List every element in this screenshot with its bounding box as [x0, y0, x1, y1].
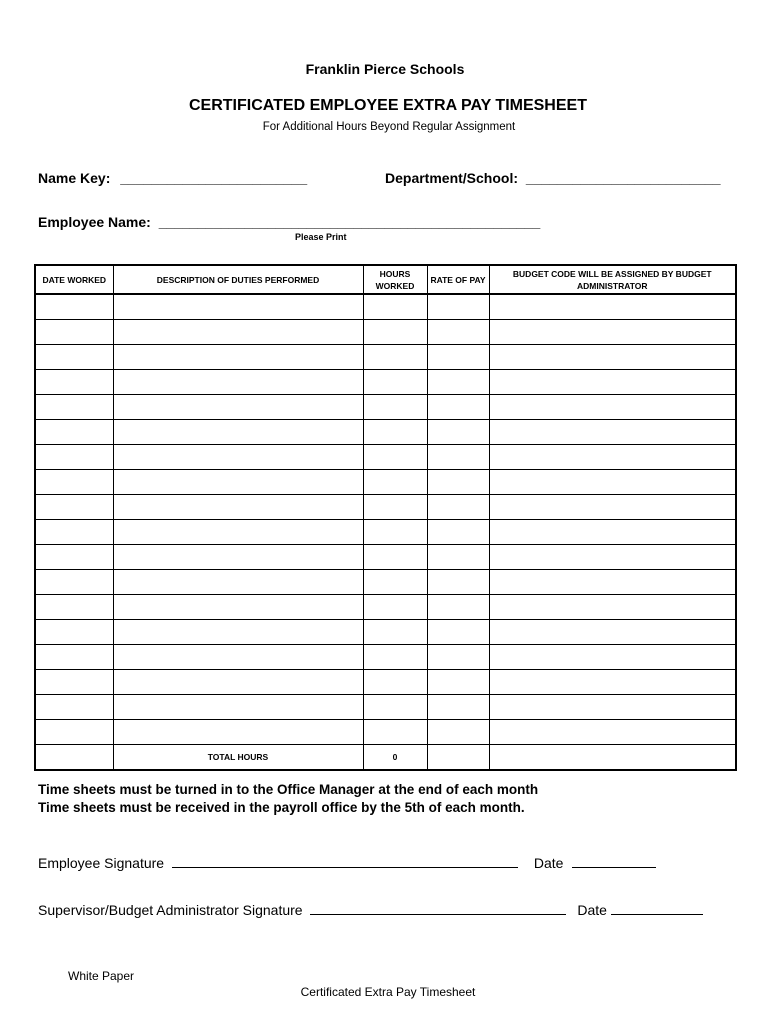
- date-cell[interactable]: [35, 345, 113, 370]
- name-key-field[interactable]: [38, 170, 307, 186]
- department-label: Department/School:: [385, 170, 519, 186]
- date-cell[interactable]: [35, 395, 113, 420]
- date-cell[interactable]: [35, 370, 113, 395]
- budget-cell[interactable]: [489, 445, 736, 470]
- budget-cell[interactable]: [489, 395, 736, 420]
- total-budget-cell: [489, 745, 736, 771]
- supervisor-signature-field[interactable]: [38, 900, 703, 918]
- employee-name-field[interactable]: [38, 214, 540, 230]
- date-cell[interactable]: [35, 545, 113, 570]
- description-cell[interactable]: [113, 470, 363, 495]
- date-cell[interactable]: [35, 320, 113, 345]
- table-row: [35, 420, 736, 445]
- col-header-description: DESCRIPTION OF DUTIES PERFORMED: [113, 265, 363, 294]
- date-cell[interactable]: [35, 695, 113, 720]
- table-row: [35, 294, 736, 320]
- date-cell[interactable]: [35, 520, 113, 545]
- rate-cell[interactable]: [427, 470, 489, 495]
- table-row: [35, 570, 736, 595]
- col-header-date-worked: DATE WORKED: [35, 265, 113, 294]
- supervisor-signature-label: Supervisor/Budget Administrator Signature: [38, 902, 303, 918]
- table-row: [35, 645, 736, 670]
- table-row: [35, 670, 736, 695]
- date-cell[interactable]: [35, 570, 113, 595]
- page-title: CERTIFICATED EMPLOYEE EXTRA PAY TIMESHEET: [189, 97, 587, 114]
- budget-cell[interactable]: [489, 495, 736, 520]
- description-cell[interactable]: [113, 720, 363, 745]
- rate-cell[interactable]: [427, 595, 489, 620]
- description-cell[interactable]: [113, 420, 363, 445]
- rate-cell[interactable]: [427, 370, 489, 395]
- hours-cell[interactable]: [363, 620, 427, 645]
- total-hours-value: 0: [363, 745, 427, 771]
- rate-cell[interactable]: [427, 495, 489, 520]
- hours-cell[interactable]: [363, 294, 427, 320]
- supervisor-signature-line[interactable]: [310, 900, 566, 915]
- hours-cell[interactable]: [363, 320, 427, 345]
- budget-cell[interactable]: [489, 520, 736, 545]
- notice-office-manager: Time sheets must be turned in to the Office Manager at the end of each month: [38, 782, 539, 797]
- hours-cell[interactable]: [363, 370, 427, 395]
- date-cell[interactable]: [35, 294, 113, 320]
- budget-cell[interactable]: [489, 595, 736, 620]
- col-header-rate-of-pay: RATE OF PAY: [427, 265, 489, 294]
- description-cell[interactable]: [113, 545, 363, 570]
- hours-cell[interactable]: [363, 470, 427, 495]
- rate-cell[interactable]: [427, 294, 489, 320]
- budget-cell[interactable]: [489, 320, 736, 345]
- date-cell[interactable]: [35, 720, 113, 745]
- footer-paper-note: White Paper: [68, 969, 135, 983]
- table-row: [35, 345, 736, 370]
- hours-cell[interactable]: [363, 645, 427, 670]
- budget-cell[interactable]: [489, 345, 736, 370]
- supervisor-date-line[interactable]: [611, 900, 703, 915]
- description-cell[interactable]: [113, 595, 363, 620]
- budget-cell[interactable]: [489, 420, 736, 445]
- supervisor-date-label: Date: [577, 902, 607, 918]
- table-row: [35, 370, 736, 395]
- hours-cell[interactable]: [363, 545, 427, 570]
- date-cell[interactable]: [35, 470, 113, 495]
- hours-cell[interactable]: [363, 570, 427, 595]
- total-hours-label: TOTAL HOURS: [113, 745, 363, 771]
- total-date-cell: [35, 745, 113, 771]
- table-row: [35, 720, 736, 745]
- school-name: Franklin Pierce Schools: [305, 61, 465, 77]
- col-header-hours-worked: HOURS WORKED: [363, 265, 427, 294]
- hours-cell[interactable]: [363, 420, 427, 445]
- employee-signature-field[interactable]: [38, 853, 656, 871]
- employee-name-line[interactable]: _________________________________________________: [158, 214, 541, 230]
- description-cell[interactable]: [113, 495, 363, 520]
- table-row: [35, 445, 736, 470]
- date-cell[interactable]: [35, 495, 113, 520]
- table-row: [35, 320, 736, 345]
- employee-signature-line[interactable]: [172, 853, 518, 868]
- total-row: [35, 745, 736, 771]
- hours-cell[interactable]: [363, 395, 427, 420]
- rate-cell[interactable]: [427, 445, 489, 470]
- description-cell[interactable]: [113, 445, 363, 470]
- hours-cell[interactable]: [363, 345, 427, 370]
- rate-cell[interactable]: [427, 645, 489, 670]
- department-line[interactable]: _________________________: [525, 170, 721, 186]
- budget-cell[interactable]: [489, 670, 736, 695]
- footer-form-name: Certificated Extra Pay Timesheet: [300, 985, 476, 999]
- rate-cell[interactable]: [427, 395, 489, 420]
- rate-cell[interactable]: [427, 545, 489, 570]
- rate-cell[interactable]: [427, 345, 489, 370]
- budget-cell[interactable]: [489, 720, 736, 745]
- description-cell[interactable]: [113, 695, 363, 720]
- employee-date-label: Date: [533, 855, 564, 871]
- hours-cell[interactable]: [363, 595, 427, 620]
- budget-cell[interactable]: [489, 370, 736, 395]
- rate-cell[interactable]: [427, 420, 489, 445]
- name-key-label: Name Key:: [38, 170, 111, 186]
- description-cell[interactable]: [113, 570, 363, 595]
- budget-cell[interactable]: [489, 645, 736, 670]
- col-header-budget-code: BUDGET CODE WILL BE ASSIGNED BY BUDGET ADMINISTRATOR: [489, 265, 736, 294]
- description-cell[interactable]: [113, 520, 363, 545]
- total-rate-cell: [427, 745, 489, 771]
- table-row: [35, 395, 736, 420]
- rate-cell[interactable]: [427, 320, 489, 345]
- rate-cell[interactable]: [427, 520, 489, 545]
- budget-cell[interactable]: [489, 620, 736, 645]
- rate-cell[interactable]: [427, 720, 489, 745]
- employee-name-label: Employee Name:: [38, 214, 151, 230]
- hours-cell[interactable]: [363, 445, 427, 470]
- table-row: [35, 470, 736, 495]
- date-cell[interactable]: [35, 645, 113, 670]
- table-row: [35, 520, 736, 545]
- page-subtitle: For Additional Hours Beyond Regular Assignment: [262, 121, 516, 133]
- budget-cell[interactable]: [489, 545, 736, 570]
- employee-signature-label: Employee Signature: [38, 855, 165, 871]
- date-cell[interactable]: [35, 420, 113, 445]
- description-cell[interactable]: [113, 370, 363, 395]
- table-row: [35, 695, 736, 720]
- table-row: [35, 545, 736, 570]
- budget-cell[interactable]: [489, 294, 736, 320]
- rate-cell[interactable]: [427, 670, 489, 695]
- hours-cell[interactable]: [363, 670, 427, 695]
- table-row: [35, 620, 736, 645]
- employee-date-line[interactable]: [572, 853, 656, 868]
- description-cell[interactable]: [113, 345, 363, 370]
- description-cell[interactable]: [113, 620, 363, 645]
- department-field[interactable]: [385, 170, 721, 186]
- description-cell[interactable]: [113, 294, 363, 320]
- date-cell[interactable]: [35, 620, 113, 645]
- description-cell[interactable]: [113, 320, 363, 345]
- budget-cell[interactable]: [489, 470, 736, 495]
- table-row: [35, 595, 736, 620]
- rate-cell[interactable]: [427, 570, 489, 595]
- description-cell[interactable]: [113, 670, 363, 695]
- date-cell[interactable]: [35, 670, 113, 695]
- name-key-line[interactable]: ________________________: [120, 170, 308, 186]
- table-row: [35, 495, 736, 520]
- rate-cell[interactable]: [427, 620, 489, 645]
- date-cell[interactable]: [35, 445, 113, 470]
- date-cell[interactable]: [35, 595, 113, 620]
- notice-payroll-deadline: Time sheets must be received in the payroll office by the 5th of each month.: [38, 800, 525, 815]
- budget-cell[interactable]: [489, 695, 736, 720]
- description-cell[interactable]: [113, 645, 363, 670]
- please-print-note: Please Print: [295, 232, 347, 242]
- hours-cell[interactable]: [363, 720, 427, 745]
- description-cell[interactable]: [113, 395, 363, 420]
- hours-cell[interactable]: [363, 520, 427, 545]
- hours-cell[interactable]: [363, 695, 427, 720]
- budget-cell[interactable]: [489, 570, 736, 595]
- hours-cell[interactable]: [363, 495, 427, 520]
- rate-cell[interactable]: [427, 695, 489, 720]
- timesheet-table: [34, 264, 737, 771]
- table-header-row: [35, 265, 736, 294]
